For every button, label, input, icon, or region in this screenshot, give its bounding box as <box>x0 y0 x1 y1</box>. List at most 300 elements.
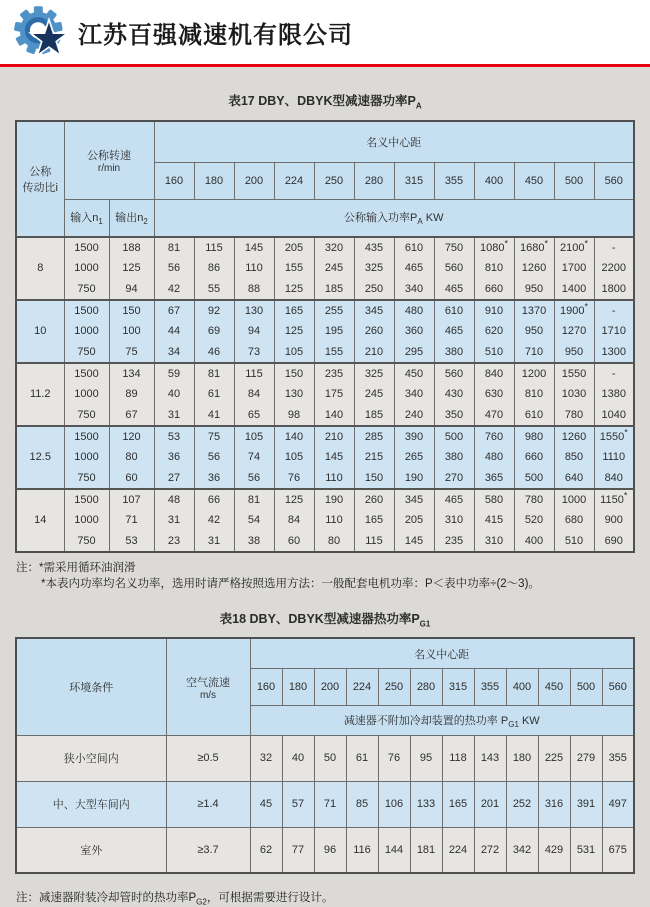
output-speed-value: 60 <box>109 468 154 489</box>
thermal-power-value: 32 <box>250 735 282 781</box>
power-value: 950 <box>514 321 554 342</box>
power-value: 74 <box>234 447 274 468</box>
output-speed-value: 53 <box>109 531 154 552</box>
power-value: 56 <box>194 447 234 468</box>
table-row <box>16 531 634 552</box>
power-value: 340 <box>394 384 434 405</box>
note-line-1: 注：*需采用循环油润滑 <box>16 561 136 574</box>
power-value: 1200 <box>514 363 554 384</box>
power-value: 450 <box>394 363 434 384</box>
center-distance-value: 160 <box>154 163 194 200</box>
ratio-column-header: 公称 传动比i <box>16 121 64 237</box>
thermal-power-value: 40 <box>282 735 314 781</box>
power-value: 340 <box>394 279 434 300</box>
thermal-power-value: 429 <box>538 827 570 873</box>
power-value: 250 <box>354 279 394 300</box>
power-value: 31 <box>154 510 194 531</box>
center-distance-value: 450 <box>514 163 554 200</box>
power-value: 55 <box>194 279 234 300</box>
power-value: 265 <box>394 447 434 468</box>
power-value: 1700 <box>554 258 594 279</box>
thermal-power-value: 272 <box>474 827 506 873</box>
power-value: 1080* <box>474 237 514 258</box>
power-value: 81 <box>234 489 274 510</box>
power-value: 34 <box>154 342 194 363</box>
power-value: 1400 <box>554 279 594 300</box>
power-value: 175 <box>314 384 354 405</box>
power-value: 360 <box>394 321 434 342</box>
output-speed-value: 125 <box>109 258 154 279</box>
power-value: 1110 <box>594 447 634 468</box>
power-value: 46 <box>194 342 234 363</box>
power-value: 105 <box>274 447 314 468</box>
power-value: 415 <box>474 510 514 531</box>
thermal-power-value: 497 <box>602 781 634 827</box>
power-value: 185 <box>314 279 354 300</box>
power-value: - <box>594 363 634 384</box>
power-value: 950 <box>514 279 554 300</box>
lubrication-asterisk: * <box>544 237 548 248</box>
power-value: 750 <box>434 237 474 258</box>
power-value: 620 <box>474 321 514 342</box>
center-distance-value: 315 <box>442 668 474 705</box>
environment-condition-value: 狭小空间内 <box>16 735 166 781</box>
thermal-power-value: 342 <box>506 827 538 873</box>
power-value: 54 <box>234 510 274 531</box>
power-value: 390 <box>394 426 434 447</box>
power-value: 235 <box>434 531 474 552</box>
power-value: 260 <box>354 321 394 342</box>
thermal-power-value: 201 <box>474 781 506 827</box>
table-row <box>16 426 634 447</box>
power-value: 150 <box>354 468 394 489</box>
ratio-group-11.2 <box>16 363 634 426</box>
power-value: 630 <box>474 384 514 405</box>
company-name: 江苏百强减速机有限公司 <box>78 21 353 49</box>
thermal-power-value: 225 <box>538 735 570 781</box>
output-speed-value: 188 <box>109 237 154 258</box>
input-speed-value: 750 <box>64 279 109 300</box>
input-speed-value: 1500 <box>64 237 109 258</box>
power-value: 1370 <box>514 300 554 321</box>
power-value: 2100* <box>554 237 594 258</box>
air-speed-value: ≥3.7 <box>166 827 250 873</box>
output-speed-value: 100 <box>109 321 154 342</box>
center-distance-value: 250 <box>314 163 354 200</box>
power-value: - <box>594 300 634 321</box>
power-value: 900 <box>594 510 634 531</box>
power-value: 94 <box>234 321 274 342</box>
output-speed-value: 134 <box>109 363 154 384</box>
power-value: 710 <box>514 342 554 363</box>
table-row <box>16 405 634 426</box>
power-value: 195 <box>314 321 354 342</box>
power-value: 610 <box>514 405 554 426</box>
table-row <box>16 735 634 781</box>
power-value: 105 <box>274 342 314 363</box>
power-value: 27 <box>154 468 194 489</box>
top-banner <box>0 0 650 67</box>
power-value: 115 <box>354 531 394 552</box>
power-value: 105 <box>234 426 274 447</box>
center-distance-value: 200 <box>234 163 274 200</box>
power-value: 1900* <box>554 300 594 321</box>
power-value: 1000 <box>554 489 594 510</box>
power-value: 680 <box>554 510 594 531</box>
thermal-power-value: 76 <box>378 735 410 781</box>
center-distance-value: 355 <box>434 163 474 200</box>
table-row <box>16 300 634 321</box>
power-value: 660 <box>474 279 514 300</box>
output-speed-value: 71 <box>109 510 154 531</box>
nominal-input-power-header: 公称输入功率$P_A$ KW <box>154 200 634 237</box>
power-value: 1270 <box>554 321 594 342</box>
power-value: 310 <box>474 531 514 552</box>
power-value: 910 <box>474 300 514 321</box>
power-value: 380 <box>434 342 474 363</box>
power-value: 810 <box>474 258 514 279</box>
output-speed-value: 107 <box>109 489 154 510</box>
power-value: 73 <box>234 342 274 363</box>
table17-title <box>0 91 650 111</box>
power-value: 295 <box>394 342 434 363</box>
center-distance-value: 315 <box>394 163 434 200</box>
ratio-group-14 <box>16 489 634 552</box>
table18-title-subscript: G1 <box>419 619 431 629</box>
table18-footnote: 注：减速器附装冷却管时的热功率$P_{G2}$，可根据需要进行设计。 <box>16 892 334 907</box>
power-value: 150 <box>274 363 314 384</box>
thermal-power-value: 143 <box>474 735 506 781</box>
input-speed-header: 输入$n_1$ <box>64 200 109 237</box>
power-value: 56 <box>234 468 274 489</box>
power-value: 155 <box>274 258 314 279</box>
power-value: 235 <box>314 363 354 384</box>
power-value: 76 <box>274 468 314 489</box>
power-value: 110 <box>234 258 274 279</box>
ratio-value: 11.2 <box>16 363 64 426</box>
power-value: - <box>594 237 634 258</box>
power-value: 270 <box>434 468 474 489</box>
power-value: 255 <box>314 300 354 321</box>
input-speed-value: 750 <box>64 342 109 363</box>
power-value: 780 <box>554 405 594 426</box>
power-value: 500 <box>514 468 554 489</box>
power-value: 53 <box>154 426 194 447</box>
power-value: 42 <box>154 279 194 300</box>
power-value: 345 <box>394 489 434 510</box>
center-distance-value: 450 <box>538 668 570 705</box>
power-value: 1040 <box>594 405 634 426</box>
table18-thermal-power-table <box>15 637 635 874</box>
power-value: 950 <box>554 342 594 363</box>
power-value: 980 <box>514 426 554 447</box>
output-speed-header: 输出$n_2$ <box>109 200 154 237</box>
center-distance-value: 180 <box>194 163 234 200</box>
power-value: 130 <box>234 300 274 321</box>
thermal-power-value: 180 <box>506 735 538 781</box>
power-value: 500 <box>434 426 474 447</box>
power-value: 1300 <box>594 342 634 363</box>
environment-condition-header: 环境条件 <box>16 638 166 735</box>
thermal-power-value: 391 <box>570 781 602 827</box>
input-speed-value: 1000 <box>64 321 109 342</box>
thermal-power-value: 118 <box>442 735 474 781</box>
power-value: 84 <box>274 510 314 531</box>
power-value: 465 <box>434 489 474 510</box>
power-value: 155 <box>314 342 354 363</box>
company-logo-gear-star-icon <box>12 4 68 60</box>
power-value: 125 <box>274 489 314 510</box>
power-value: 510 <box>474 342 514 363</box>
power-value: 115 <box>194 237 234 258</box>
power-value: 125 <box>274 321 314 342</box>
power-value: 470 <box>474 405 514 426</box>
power-value: 185 <box>354 405 394 426</box>
power-value: 140 <box>314 405 354 426</box>
thermal-power-value: 57 <box>282 781 314 827</box>
power-value: 60 <box>274 531 314 552</box>
power-value: 31 <box>194 531 234 552</box>
power-value: 40 <box>154 384 194 405</box>
table-row <box>16 342 634 363</box>
center-distance-header: 名义中心距 <box>250 638 634 668</box>
power-value: 1380 <box>594 384 634 405</box>
thermal-power-value: 95 <box>410 735 442 781</box>
thermal-power-value: 85 <box>346 781 378 827</box>
power-value: 67 <box>154 300 194 321</box>
lubrication-asterisk: * <box>584 300 588 311</box>
power-value: 98 <box>274 405 314 426</box>
output-speed-value: 75 <box>109 342 154 363</box>
power-value: 88 <box>234 279 274 300</box>
power-value: 1550* <box>594 426 634 447</box>
output-speed-value: 80 <box>109 447 154 468</box>
power-value: 59 <box>154 363 194 384</box>
power-value: 44 <box>154 321 194 342</box>
power-value: 56 <box>154 258 194 279</box>
thermal-power-value: 144 <box>378 827 410 873</box>
center-distance-value: 400 <box>474 163 514 200</box>
power-value: 850 <box>554 447 594 468</box>
thermal-power-value: 316 <box>538 781 570 827</box>
input-speed-value: 1500 <box>64 426 109 447</box>
power-value: 42 <box>194 510 234 531</box>
power-value: 1150* <box>594 489 634 510</box>
center-distance-value: 280 <box>410 668 442 705</box>
power-value: 580 <box>474 489 514 510</box>
input-speed-value: 750 <box>64 468 109 489</box>
power-value: 465 <box>394 258 434 279</box>
power-value: 520 <box>514 510 554 531</box>
thermal-power-value: 71 <box>314 781 346 827</box>
table-row <box>16 321 634 342</box>
power-value: 435 <box>354 237 394 258</box>
power-value: 145 <box>234 237 274 258</box>
ratio-group-12.5 <box>16 426 634 489</box>
table-row <box>16 384 634 405</box>
power-value: 240 <box>394 405 434 426</box>
power-value: 840 <box>474 363 514 384</box>
power-value: 36 <box>194 468 234 489</box>
power-value: 205 <box>394 510 434 531</box>
power-value: 48 <box>154 489 194 510</box>
center-distance-value: 224 <box>274 163 314 200</box>
input-speed-value: 750 <box>64 405 109 426</box>
table17-header-row-3 <box>16 200 634 237</box>
power-value: 165 <box>354 510 394 531</box>
center-distance-value: 280 <box>354 163 394 200</box>
power-value: 2200 <box>594 258 634 279</box>
power-value: 1550 <box>554 363 594 384</box>
input-speed-value: 750 <box>64 531 109 552</box>
center-distance-value: 250 <box>378 668 410 705</box>
thermal-power-value: 279 <box>570 735 602 781</box>
thermal-power-value: 116 <box>346 827 378 873</box>
power-value: 205 <box>274 237 314 258</box>
power-value: 215 <box>354 447 394 468</box>
power-value: 75 <box>194 426 234 447</box>
power-value: 325 <box>354 258 394 279</box>
power-value: 510 <box>554 531 594 552</box>
ratio-value: 14 <box>16 489 64 552</box>
table-row <box>16 781 634 827</box>
power-value: 31 <box>154 405 194 426</box>
thermal-power-value: 165 <box>442 781 474 827</box>
table-row <box>16 279 634 300</box>
input-speed-value: 1000 <box>64 384 109 405</box>
thermal-power-value: 531 <box>570 827 602 873</box>
note-line-2: *本表内功率均名义功率，选用时请严格按照选用方法：一般配套电机功率：P＜表中功率÷(2～3)。 <box>41 578 540 591</box>
power-value: 86 <box>194 258 234 279</box>
power-value: 115 <box>234 363 274 384</box>
power-value: 480 <box>474 447 514 468</box>
center-distance-value: 400 <box>506 668 538 705</box>
power-value: 140 <box>274 426 314 447</box>
ratio-group-10 <box>16 300 634 363</box>
thermal-power-value: 106 <box>378 781 410 827</box>
power-value: 130 <box>274 384 314 405</box>
thermal-power-value: 675 <box>602 827 634 873</box>
power-value: 1260 <box>554 426 594 447</box>
environment-condition-value: 室外 <box>16 827 166 873</box>
power-value: 245 <box>354 384 394 405</box>
power-value: 81 <box>154 237 194 258</box>
thermal-power-value: 224 <box>442 827 474 873</box>
power-value: 210 <box>314 426 354 447</box>
power-value: 1260 <box>514 258 554 279</box>
thermal-power-value: 61 <box>346 735 378 781</box>
thermal-power-value: 50 <box>314 735 346 781</box>
thermal-power-value: 181 <box>410 827 442 873</box>
power-value: 465 <box>434 321 474 342</box>
table17-power-table <box>15 120 635 553</box>
power-value: 125 <box>274 279 314 300</box>
table-row <box>16 489 634 510</box>
power-value: 480 <box>394 300 434 321</box>
input-speed-value: 1000 <box>64 447 109 468</box>
ratio-value: 12.5 <box>16 426 64 489</box>
power-value: 1680* <box>514 237 554 258</box>
input-speed-value: 1000 <box>64 258 109 279</box>
center-distance-value: 200 <box>314 668 346 705</box>
power-value: 260 <box>354 489 394 510</box>
power-value: 110 <box>314 510 354 531</box>
table18-header-row-1 <box>16 638 634 668</box>
table-row <box>16 827 634 873</box>
power-value: 310 <box>434 510 474 531</box>
thermal-power-value: 96 <box>314 827 346 873</box>
center-distance-value: 180 <box>282 668 314 705</box>
thermal-power-value: 77 <box>282 827 314 873</box>
table-row <box>16 237 634 258</box>
power-value: 1710 <box>594 321 634 342</box>
power-value: 325 <box>354 363 394 384</box>
power-value: 66 <box>194 489 234 510</box>
table18-title <box>0 609 650 629</box>
lubrication-asterisk: * <box>584 237 588 248</box>
power-value: 145 <box>394 531 434 552</box>
ratio-value: 8 <box>16 237 64 300</box>
power-value: 190 <box>314 489 354 510</box>
table-row <box>16 468 634 489</box>
power-value: 69 <box>194 321 234 342</box>
ratio-group-8 <box>16 237 634 300</box>
environment-condition-value: 中、大型车间内 <box>16 781 166 827</box>
power-value: 65 <box>234 405 274 426</box>
power-value: 560 <box>434 363 474 384</box>
center-distance-value: 500 <box>554 163 594 200</box>
input-speed-value: 1500 <box>64 489 109 510</box>
center-distance-value: 160 <box>250 668 282 705</box>
power-value: 41 <box>194 405 234 426</box>
lubrication-asterisk: * <box>623 489 628 500</box>
power-value: 245 <box>314 258 354 279</box>
power-value: 400 <box>514 531 554 552</box>
power-value: 380 <box>434 447 474 468</box>
table17-header-row-1 <box>16 121 634 163</box>
power-value: 145 <box>314 447 354 468</box>
power-value: 465 <box>434 279 474 300</box>
thermal-power-value: 355 <box>602 735 634 781</box>
power-value: 430 <box>434 384 474 405</box>
power-value: 36 <box>154 447 194 468</box>
power-value: 350 <box>434 405 474 426</box>
output-speed-value: 67 <box>109 405 154 426</box>
table-row <box>16 258 634 279</box>
lubrication-asterisk: * <box>624 426 628 437</box>
power-value: 110 <box>314 468 354 489</box>
power-value: 84 <box>234 384 274 405</box>
power-value: 780 <box>514 489 554 510</box>
power-value: 660 <box>514 447 554 468</box>
power-value: 1800 <box>594 279 634 300</box>
power-value: 81 <box>194 363 234 384</box>
center-distance-value: 500 <box>570 668 602 705</box>
center-distance-value: 560 <box>594 163 634 200</box>
lubrication-asterisk: * <box>504 237 508 248</box>
table-row <box>16 510 634 531</box>
air-speed-value: ≥1.4 <box>166 781 250 827</box>
speed-column-header: 公称转速 r/min <box>64 121 154 200</box>
output-speed-value: 89 <box>109 384 154 405</box>
power-value: 365 <box>474 468 514 489</box>
thermal-power-header: 减速器不附加冷却装置的热功率 $P_{G1}$ KW <box>250 705 634 735</box>
power-value: 690 <box>594 531 634 552</box>
power-value: 38 <box>234 531 274 552</box>
thermal-power-value: 252 <box>506 781 538 827</box>
power-value: 610 <box>434 300 474 321</box>
power-value: 640 <box>554 468 594 489</box>
